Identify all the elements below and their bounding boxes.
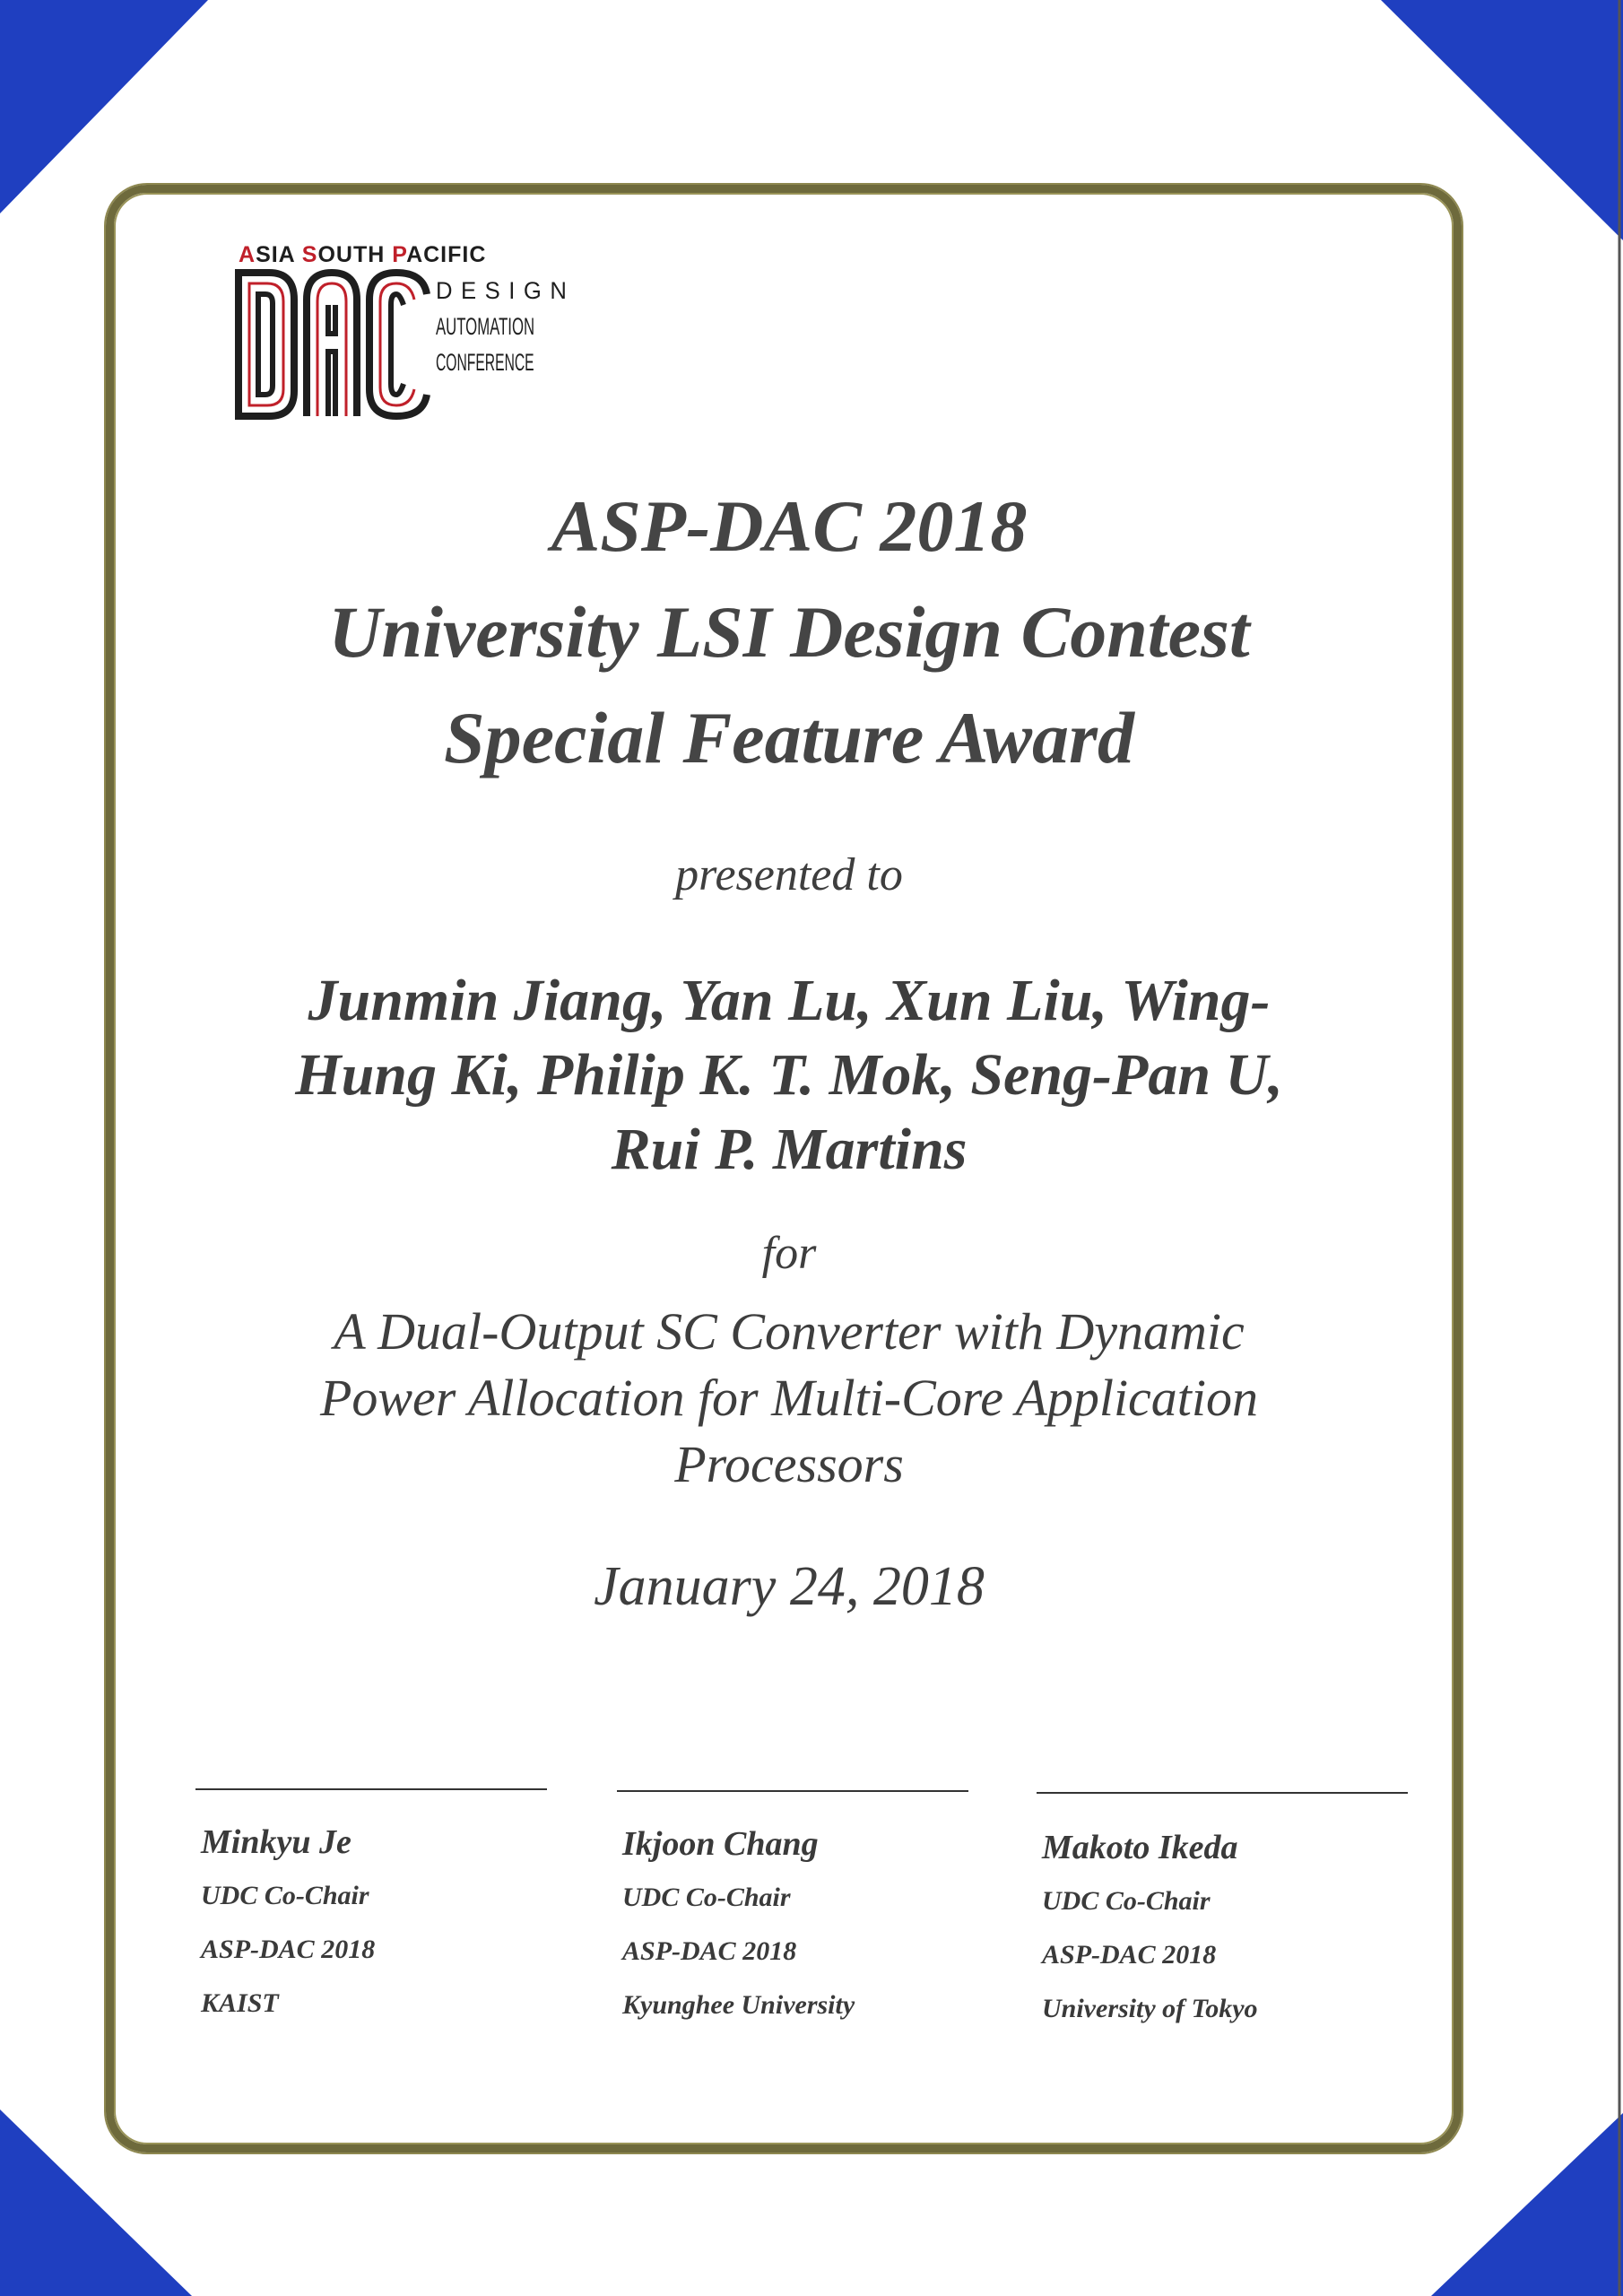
signatory-name: Ikjoon Chang bbox=[622, 1825, 819, 1863]
signatory-affiliation: Kyunghee University bbox=[622, 1990, 855, 2020]
for-label: for bbox=[761, 1228, 817, 1279]
paper-title-line-2: Power Allocation for Multi-Core Application bbox=[319, 1369, 1259, 1427]
corner-top-left bbox=[0, 0, 208, 213]
logo-word-conference: CONFERENCE bbox=[436, 349, 534, 376]
signatory-1 bbox=[201, 1815, 375, 2031]
recipient-names-line-1: Junmin Jiang, Yan Lu, Xun Liu, Wing- bbox=[308, 968, 1271, 1033]
paper-title-line-3: Processors bbox=[674, 1435, 904, 1493]
signatory-2 bbox=[622, 1817, 855, 2032]
logo-word-automation: AUTOMATION bbox=[436, 313, 535, 340]
logo-tagline: ASIA SOUTH PACIFIC bbox=[239, 242, 487, 267]
recipient-names-line-3: Rui P. Martins bbox=[611, 1117, 968, 1182]
corner-bottom-right bbox=[1431, 2113, 1623, 2296]
logo-words bbox=[436, 273, 576, 380]
signatory-role: UDC Co-Chair bbox=[201, 1881, 369, 1910]
signatory-role: UDC Co-Chair bbox=[622, 1883, 791, 1912]
signature-line-2 bbox=[617, 1790, 968, 1792]
signature-line-3 bbox=[1037, 1792, 1408, 1794]
award-date: January 24, 2018 bbox=[594, 1556, 985, 1617]
award-title-line-3: Special Feature Award bbox=[444, 697, 1134, 778]
signatory-event: ASP-DAC 2018 bbox=[622, 1936, 797, 1966]
signatory-affiliation: University of Tokyo bbox=[1042, 1994, 1258, 2023]
signatory-affiliation: KAIST bbox=[201, 1988, 279, 2018]
paper-title-line-1: A Dual-Output SC Converter with Dynamic bbox=[334, 1302, 1245, 1361]
award-title bbox=[135, 474, 1444, 791]
award-title-line-1: ASP-DAC 2018 bbox=[551, 485, 1028, 567]
asp-dac-logo bbox=[235, 242, 576, 422]
presented-to-label: presented to bbox=[675, 849, 903, 900]
signatory-name: Minkyu Je bbox=[201, 1823, 352, 1861]
signatory-name: Makoto Ikeda bbox=[1042, 1829, 1238, 1866]
logo-word-design: DESIGN bbox=[436, 277, 576, 304]
dac-letters-mark bbox=[235, 269, 432, 422]
signature-line-1 bbox=[195, 1788, 547, 1790]
recipient-names bbox=[135, 963, 1444, 1187]
signatory-event: ASP-DAC 2018 bbox=[1042, 1940, 1217, 1970]
signatory-event: ASP-DAC 2018 bbox=[201, 1935, 376, 1964]
recipient-names-line-2: Hung Ki, Philip K. T. Mok, Seng-Pan U, bbox=[295, 1042, 1283, 1108]
signatory-3 bbox=[1042, 1821, 1258, 2036]
paper-title bbox=[135, 1299, 1444, 1498]
signatory-role: UDC Co-Chair bbox=[1042, 1886, 1211, 1916]
award-title-line-2: University LSI Design Contest bbox=[328, 591, 1250, 673]
